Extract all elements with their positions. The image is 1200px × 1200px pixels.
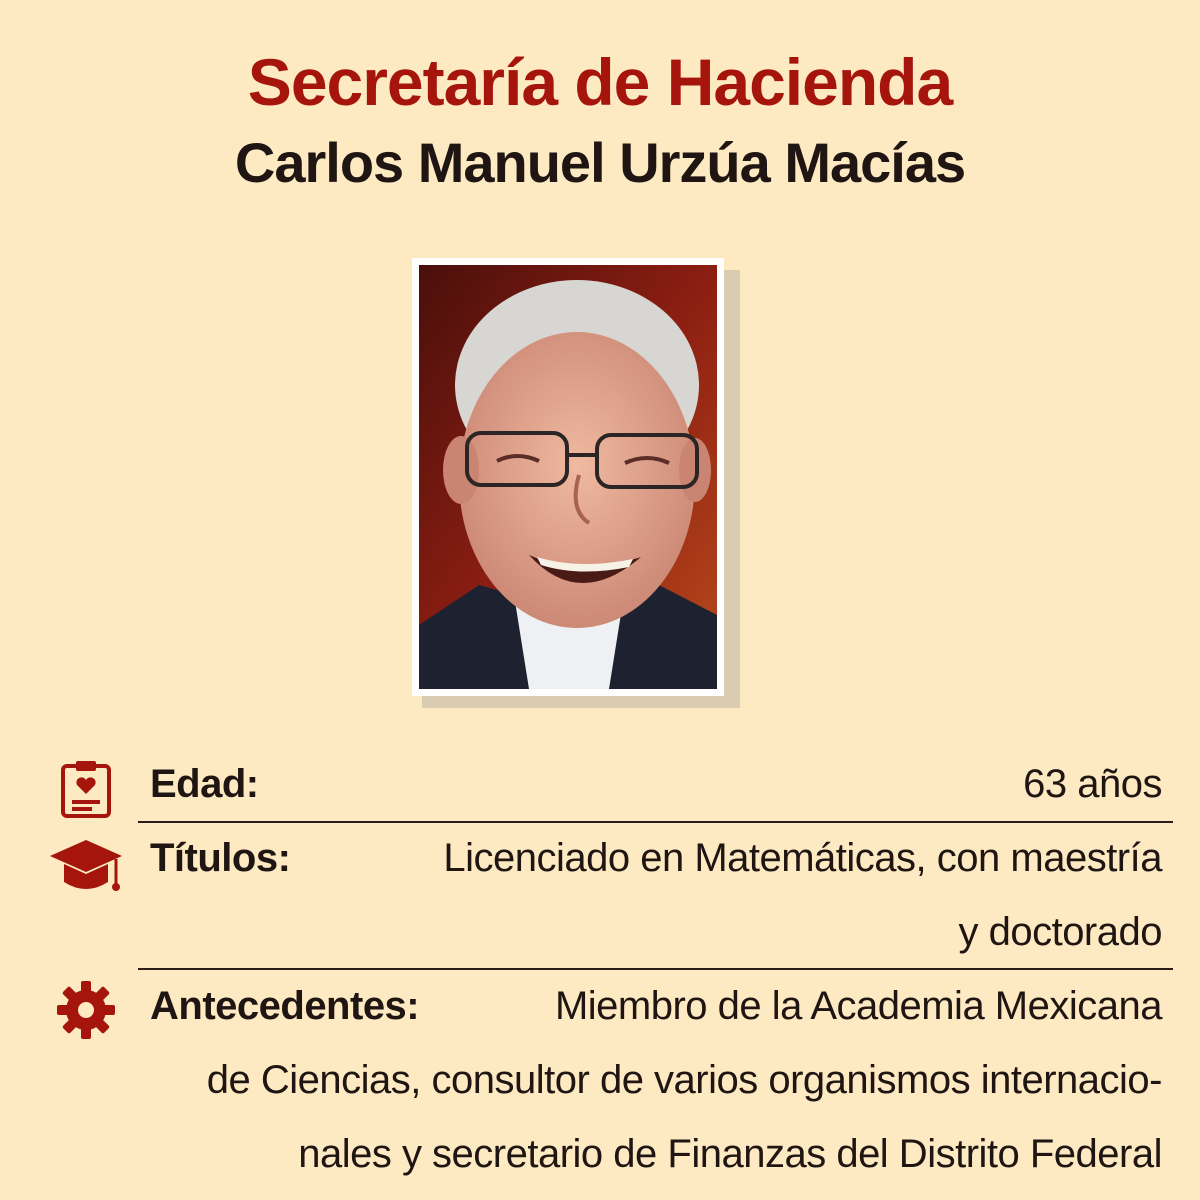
titles-value-line: Licenciado en Matemáticas, con maestría [443,836,1162,880]
background-label: Antecedentes: [150,984,420,1028]
portrait-image [419,265,717,689]
background-value-line: nales y secretario de Finanzas del Distrito Federal [298,1132,1162,1176]
titles-label: Títulos: [150,836,291,880]
medical-clipboard-icon [60,760,112,818]
divider [138,968,1173,970]
portrait-photo [412,258,724,696]
background-value-line: de Ciencias, consultor de varios organismos internacio- [206,1058,1162,1102]
graduation-cap-icon [48,838,124,898]
page-title: Secretaría de Hacienda [247,45,953,119]
age-value: 63 años [1023,762,1162,806]
person-name: Carlos Manuel Urzúa Macías [234,131,966,194]
divider [138,821,1173,823]
gear-icon [56,980,116,1040]
background-value-line: Miembro de la Academia Mexicana [554,984,1162,1028]
titles-value-line: y doctorado [958,910,1162,954]
age-label: Edad: [150,762,259,806]
